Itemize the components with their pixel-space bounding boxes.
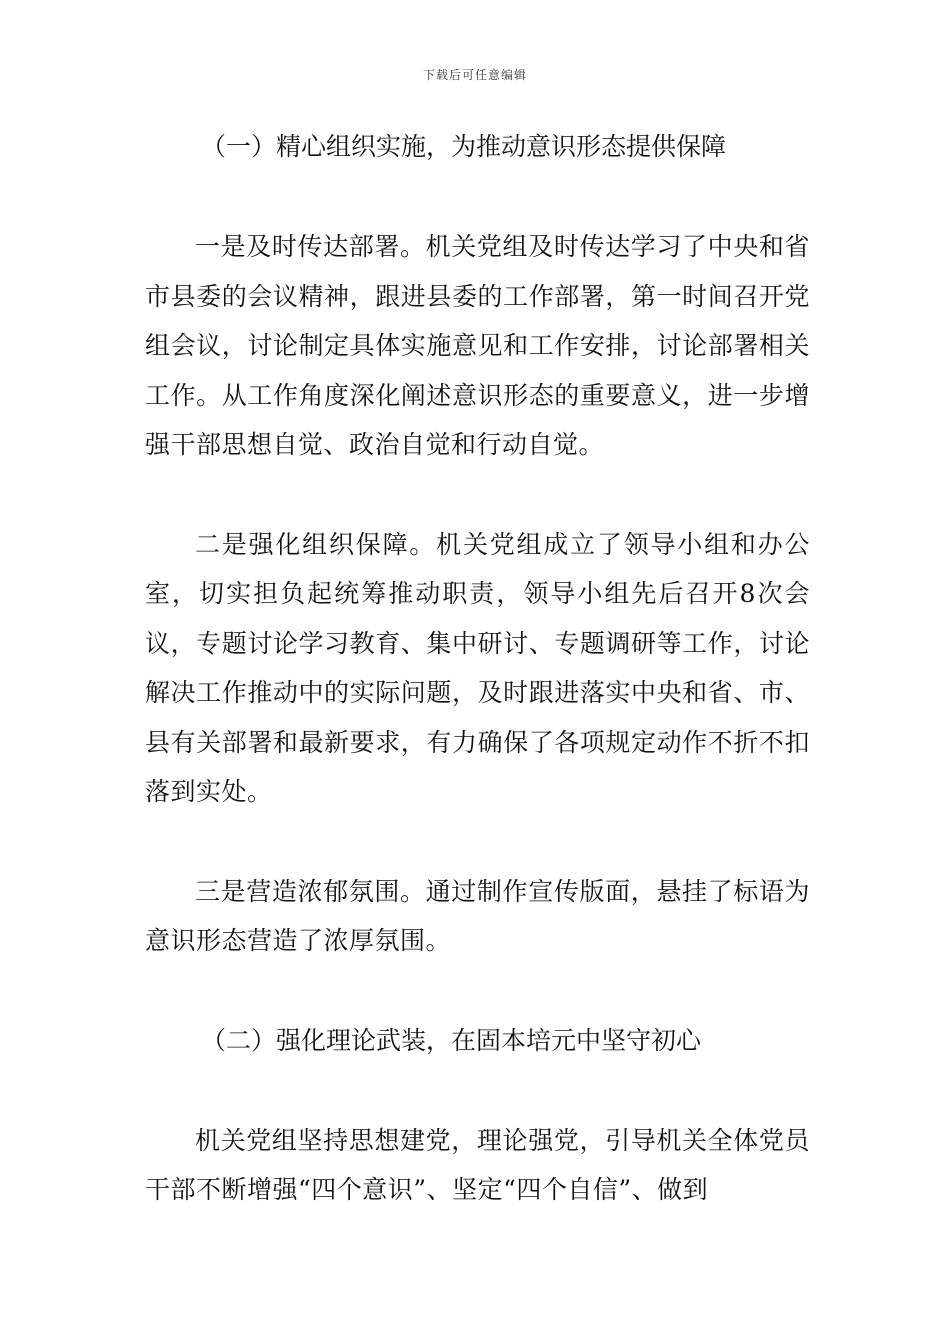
document-body <box>145 122 810 1215</box>
header-note: 下载后可任意编辑 <box>422 68 527 82</box>
section-heading-2: （二）强化理论武装，在固本培元中坚守初心 <box>201 1025 702 1055</box>
paragraph-1: 一是及时传达部署。机关党组及时传达学习了中央和省市县委的会议精神，跟进县委的工作部署，第一时间召开党组会议，讨论制定具体实施意见和工作安排，讨论部署相关工作。从工作角度深化阐述意识形态的重要意义，进一步增强干部思想自觉、政治自觉和行动自觉。 <box>145 232 810 459</box>
spacer <box>145 966 810 1016</box>
spacer <box>145 470 810 520</box>
paragraph-3: 三是营造浓郁氛围。通过制作宣传版面，悬挂了标语为意识形态营造了浓厚氛围。 <box>145 876 810 955</box>
spacer <box>145 1066 810 1116</box>
paragraph-2: 二是强化组织保障。机关党组成立了领导小组和办公室，切实担负起统筹推动职责，领导小组先后召开8次会议，专题讨论学习教育、集中研讨、专题调研等工作，讨论解决工作推动中的实际问题，及时跟进落实中央和省、市、县有关部署和最新要求，有力确保了各项规定动作不折不扣落到实处。 <box>145 529 810 806</box>
spacer <box>145 172 810 222</box>
section-heading-1: （一）精心组织实施，为推动意识形态提供保障 <box>201 132 727 161</box>
paragraph-4: 机关党组坚持思想建党，理论强党，引导机关全体党员干部不断增强“四个意识”、坚定“四个自信”、做到 <box>145 1125 810 1204</box>
spacer <box>145 817 810 867</box>
